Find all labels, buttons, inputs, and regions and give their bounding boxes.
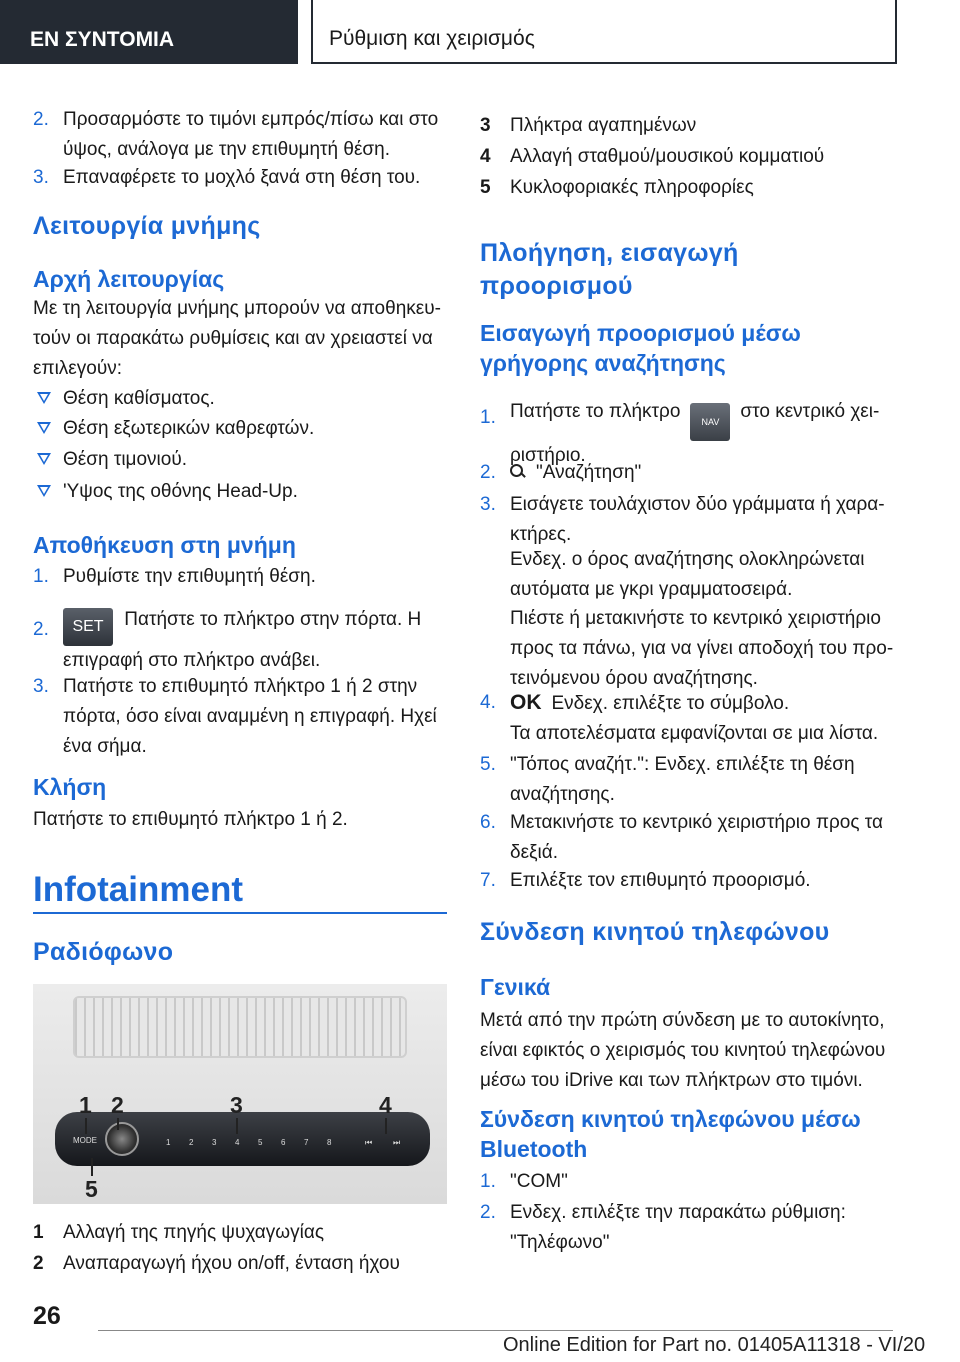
step-text: Πατήστε το πλήκτρο [510, 401, 681, 422]
triangle-bullet-icon [37, 422, 51, 434]
next-track-icon: ⏭ [393, 1138, 401, 1147]
callout-line [91, 1158, 93, 1176]
heading-memory: Λειτουργία μνήμης [33, 212, 261, 240]
callout-3: 3 [230, 1092, 243, 1118]
step-text: "Αναζήτηση" [536, 462, 642, 483]
callout-1: 1 [79, 1092, 92, 1118]
callout-line [236, 1118, 238, 1134]
step-text: Επαναφέρετε το μοχλό ξανά στη θέση του. [63, 167, 421, 188]
step-text: Ενδεχ. ο όρος αναζήτησης ολοκληρώνεται αυτόματα με γκρι γραμματοσειρά. [510, 549, 865, 600]
step-text: στο κεντρικό χει-ριστήριο. [510, 401, 880, 466]
step-text: Πατήστε το επιθυμητό πλήκτρο 1 ή 2 στην πόρτα, όσο είναι αναμμένη η επιγραφή. Ηχεί ένα σήμα. [63, 676, 437, 757]
preset-label: 7 [304, 1138, 309, 1147]
legend-key: 3 [480, 115, 491, 136]
step-number: 2. [480, 462, 496, 483]
bullet-text: Θέση καθίσματος. [63, 388, 215, 409]
step-text: Ενδεχ. επιλέξτε την παρακάτω ρύθμιση: "Τηλέφωνο" [510, 1202, 846, 1253]
chapter-title: Ρύθμιση και χειρισμός [311, 0, 897, 64]
step-number: 3. [33, 167, 49, 188]
callout-line [85, 1118, 87, 1134]
preset-label: 5 [258, 1138, 263, 1147]
radio-panel-image [33, 984, 447, 1204]
list-item [480, 688, 894, 719]
footer-rule [98, 1330, 893, 1331]
step-number: 1. [33, 566, 49, 587]
legend-key: 2 [33, 1253, 44, 1274]
legend-key: 4 [480, 146, 491, 167]
legend-text: Αλλαγή της πηγής ψυχαγωγίας [63, 1222, 324, 1243]
legend-text: Πλήκτρα αγαπημένων [510, 115, 697, 136]
list-item [480, 750, 894, 810]
legend-text: Κυκλοφοριακές πληροφορίες [510, 177, 754, 198]
section-tab: ΕΝ ΣΥΝΤΟΜΙΑ [0, 0, 298, 64]
heading-quick-search: Εισαγωγή προορισμού μέσω γρήγορης αναζήτησης [480, 320, 801, 376]
list-item [33, 672, 447, 762]
step-number: 5. [480, 754, 496, 775]
step-number: 1. [480, 1171, 496, 1192]
list-item [33, 105, 447, 165]
preset-label: 6 [281, 1138, 286, 1147]
step-number: 2. [480, 1202, 496, 1223]
heading-navigation: Πλοήγηση, εισαγωγή προορισμού [480, 239, 739, 300]
list-item [480, 604, 894, 694]
callout-line [117, 1118, 119, 1130]
mode-label: MODE [73, 1136, 97, 1145]
list-item [480, 490, 894, 550]
callout-line [385, 1118, 387, 1134]
heading-principle: Αρχή λειτουργίας [33, 266, 225, 292]
bullet-text: Θέση εξωτερικών καθρεφτών. [63, 418, 315, 439]
list-item [33, 414, 447, 444]
legend-item [33, 1248, 447, 1279]
heading-bluetooth: Σύνδεση κινητού τηλεφώνου μέσω Bluetooth [480, 1106, 861, 1162]
list-item [33, 562, 447, 592]
legend-item [480, 172, 894, 203]
volume-knob [105, 1122, 139, 1156]
list-item [480, 545, 894, 605]
legend-key: 1 [33, 1222, 44, 1243]
list-item [33, 605, 447, 676]
ok-icon: OK [510, 691, 542, 714]
step-text: Επιλέξτε τον επιθυμητό προορισμό. [510, 870, 811, 891]
heading-general: Γενικά [480, 974, 551, 1000]
callout-5: 5 [85, 1176, 98, 1202]
search-icon [510, 464, 526, 480]
preset-label: 8 [327, 1138, 332, 1147]
preset-label: 4 [235, 1138, 240, 1147]
legend-item [480, 110, 894, 141]
prev-track-icon: ⏮ [365, 1138, 373, 1147]
step-number: 2. [33, 109, 49, 130]
list-item [33, 384, 447, 414]
list-item [480, 719, 894, 749]
triangle-bullet-icon [37, 453, 51, 465]
legend-item [33, 1217, 447, 1248]
heading-phone: Σύνδεση κινητού τηλεφώνου [480, 918, 830, 946]
footer-edition: Online Edition for Part no. 01405A11318 - VI/20 [503, 1334, 926, 1356]
preset-label: 3 [212, 1138, 217, 1147]
triangle-bullet-icon [37, 485, 51, 497]
step-number: 4. [480, 692, 496, 713]
section-rule [33, 912, 447, 914]
callout-2: 2 [111, 1092, 124, 1118]
step-number: 6. [480, 812, 496, 833]
list-item [480, 808, 894, 868]
bullet-text: Θέση τιμονιού. [63, 449, 188, 470]
step-text: Τα αποτελέσματα εμφανίζονται σε μια λίστα. [510, 723, 879, 744]
page-number: 26 [33, 1302, 61, 1330]
step-number: 3. [480, 494, 496, 515]
list-item [480, 1198, 894, 1258]
step-number: 1. [480, 407, 496, 428]
call-text: Πατήστε το επιθυμητό πλήκτρο 1 ή 2. [33, 809, 348, 830]
principle-text: Με τη λειτουργία μνήμης μπορούν να αποθηκευ-τούν οι παρακάτω ρυθμίσεις και αν χρειαστεί να επιλεγούν: [33, 298, 441, 379]
set-button-icon: SET [63, 608, 113, 646]
general-text: Μετά από την πρώτη σύνδεση με το αυτοκίνητο, είναι εφικτός ο χειρισμός του κινητού τηλεφώνου μέσω του iDrive και των πλήκτρων στο τιμόνι. [480, 1010, 886, 1091]
heading-store: Αποθήκευση στη μνήμη [33, 532, 296, 558]
preset-label: 2 [189, 1138, 194, 1147]
step-number: 3. [33, 676, 49, 697]
step-text: Πατήστε το πλήκτρο στην πόρτα. Η επιγραφή στο πλήκτρο ανάβει. [63, 609, 422, 671]
step-number: 2. [33, 619, 49, 640]
list-item [480, 458, 894, 488]
preset-label: 1 [166, 1138, 171, 1147]
bullet-text: 'Υψος της οθόνης Head-Up. [63, 481, 298, 502]
step-text: Πιέστε ή μετακινήστε το κεντρικό χειριστήριο προς τα πάνω, για να γίνει αποδοχή του προ-τεινόμενου όρου αναζήτησης. [510, 608, 894, 689]
legend-text: Αλλαγή σταθμού/μουσικού κομματιού [510, 146, 825, 167]
step-text: Ρυθμίστε την επιθυμητή θέση. [63, 566, 316, 587]
list-item [33, 477, 447, 507]
list-item [480, 1167, 894, 1197]
list-item [480, 866, 894, 896]
legend-item [480, 141, 894, 172]
step-text: "COM" [510, 1171, 568, 1192]
air-vent [73, 996, 407, 1058]
heading-call: Κλήση [33, 774, 107, 800]
step-text: Προσαρμόστε το τιμόνι εμπρός/πίσω και στο ύψος, ανάλογα με την επιθυμητή θέση. [63, 109, 439, 160]
step-text: Εισάγετε τουλάχιστον δύο γράμματα ή χαρα-κτήρες. [510, 494, 885, 545]
list-item [33, 163, 447, 193]
list-item [33, 445, 447, 475]
nav-button-icon: NAV [690, 403, 730, 441]
step-number: 7. [480, 870, 496, 891]
heading-infotainment: Infotainment [33, 870, 243, 909]
legend-key: 5 [480, 177, 491, 198]
step-text: Ενδεχ. επιλέξτε το σύμβολο. [551, 693, 790, 714]
triangle-bullet-icon [37, 392, 51, 404]
callout-4: 4 [379, 1092, 392, 1118]
vol-label: VOL [115, 1166, 132, 1175]
step-text: Μετακινήστε το κεντρικό χειριστήριο προς τα δεξιά. [510, 812, 883, 863]
legend-text: Αναπαραγωγή ήχου on/off, ένταση ήχου [63, 1253, 400, 1274]
heading-radio: Ραδιόφωνο [33, 938, 174, 966]
step-text: "Τόπος αναζήτ.": Ενδεχ. επιλέξτε τη θέση αναζήτησης. [510, 754, 855, 805]
